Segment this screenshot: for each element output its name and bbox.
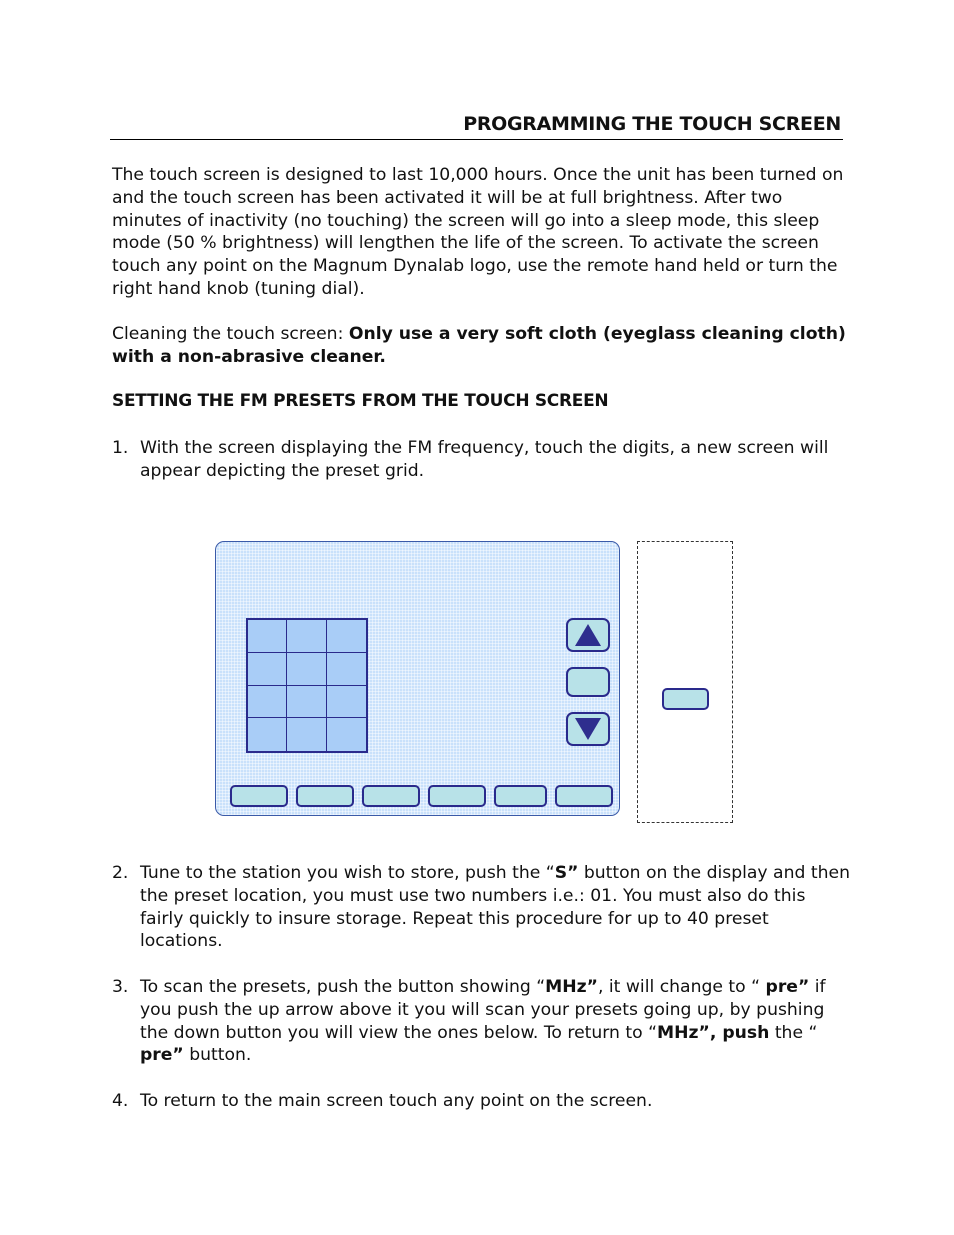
preset-cell[interactable]	[327, 718, 366, 751]
bottom-button-1[interactable]	[230, 785, 288, 807]
cleaning-paragraph	[112, 323, 847, 369]
section-subheading: SETTING THE FM PRESETS FROM THE TOUCH SCREEN	[112, 391, 609, 411]
step-text-part: the “	[769, 1022, 818, 1043]
step-number: 4.	[112, 1091, 129, 1111]
step-number: 3.	[112, 977, 129, 997]
preset-cell[interactable]	[327, 686, 366, 719]
dashed-side-panel	[637, 541, 733, 823]
cleaning-lead: Cleaning the touch screen:	[112, 324, 349, 344]
side-panel-button[interactable]	[662, 688, 709, 710]
bottom-button-2[interactable]	[296, 785, 354, 807]
preset-cell[interactable]	[287, 686, 326, 719]
up-arrow-icon	[575, 624, 601, 646]
step-text-bold: MHz”, push	[657, 1022, 770, 1043]
page-title: PROGRAMMING THE TOUCH SCREEN	[463, 113, 841, 135]
touch-screen-diagram	[215, 541, 620, 816]
step-number: 2.	[112, 863, 129, 883]
step-text-bold: S”	[554, 863, 579, 883]
scan-down-button[interactable]	[566, 712, 610, 746]
page-heading	[110, 112, 843, 140]
step-text-bold: pre”	[765, 977, 810, 997]
step-text-part: button.	[183, 1045, 252, 1066]
step-text	[140, 862, 850, 953]
mhz-pre-button[interactable]	[566, 667, 610, 697]
step-text-part: button on the display and then the preset location, you must use two numbers i.e.: 01. You must also do this fairly quickly to insure storage. Repeat this procedure for up to 40 preset locations.	[140, 863, 850, 952]
preset-cell[interactable]	[248, 653, 287, 686]
scan-up-button[interactable]	[566, 618, 610, 652]
step-text-bold: pre”	[140, 1045, 184, 1066]
preset-cell[interactable]	[248, 718, 287, 751]
bottom-button-6[interactable]	[555, 785, 613, 807]
step-text: To return to the main screen touch any point on the screen.	[140, 1091, 653, 1111]
preset-cell[interactable]	[287, 718, 326, 751]
step-text-part: Tune to the station you wish to store, push the “	[140, 863, 555, 883]
preset-cell[interactable]	[248, 686, 287, 719]
preset-cell[interactable]	[287, 653, 326, 686]
cleaning-instruction: Only use a very soft cloth (eyeglass cleaning cloth) with a non-abrasive cleaner.	[112, 324, 846, 367]
bottom-button-5[interactable]	[494, 785, 547, 807]
step-text-part: , it will change to “	[597, 977, 766, 997]
preset-grid	[246, 618, 368, 753]
step-text-part: To scan the presets, push the button showing “	[140, 977, 546, 997]
step-text: With the screen displaying the FM frequency, touch the digits, a new screen will appear depicting the preset grid.	[140, 438, 829, 481]
step-text-part: if you push the up arrow above it you will scan your presets going up, by pushing the down button you will view the ones below. To return to “	[140, 977, 826, 1043]
step-text	[140, 976, 850, 1067]
preset-cell[interactable]	[327, 653, 366, 686]
preset-cell[interactable]	[248, 620, 287, 653]
down-arrow-icon	[575, 718, 601, 740]
preset-cell[interactable]	[287, 620, 326, 653]
preset-cell[interactable]	[327, 620, 366, 653]
bottom-button-4[interactable]	[428, 785, 486, 807]
step-number: 1.	[112, 438, 129, 458]
step-text-bold: MHz”	[545, 977, 598, 997]
bottom-button-3[interactable]	[362, 785, 420, 807]
intro-paragraph: The touch screen is designed to last 10,000 hours. Once the unit has been turned on and the touch screen has been activated it will be at full brightness. After two minutes of inactivity (no touching) the screen will go into a sleep mode, this sleep mode (50 % brightness) will lengthen the life of the screen. To activate the screen touch any point on the Magnum Dynalab logo, use the remote hand held or turn the right hand knob (tuning dial).	[112, 165, 844, 299]
